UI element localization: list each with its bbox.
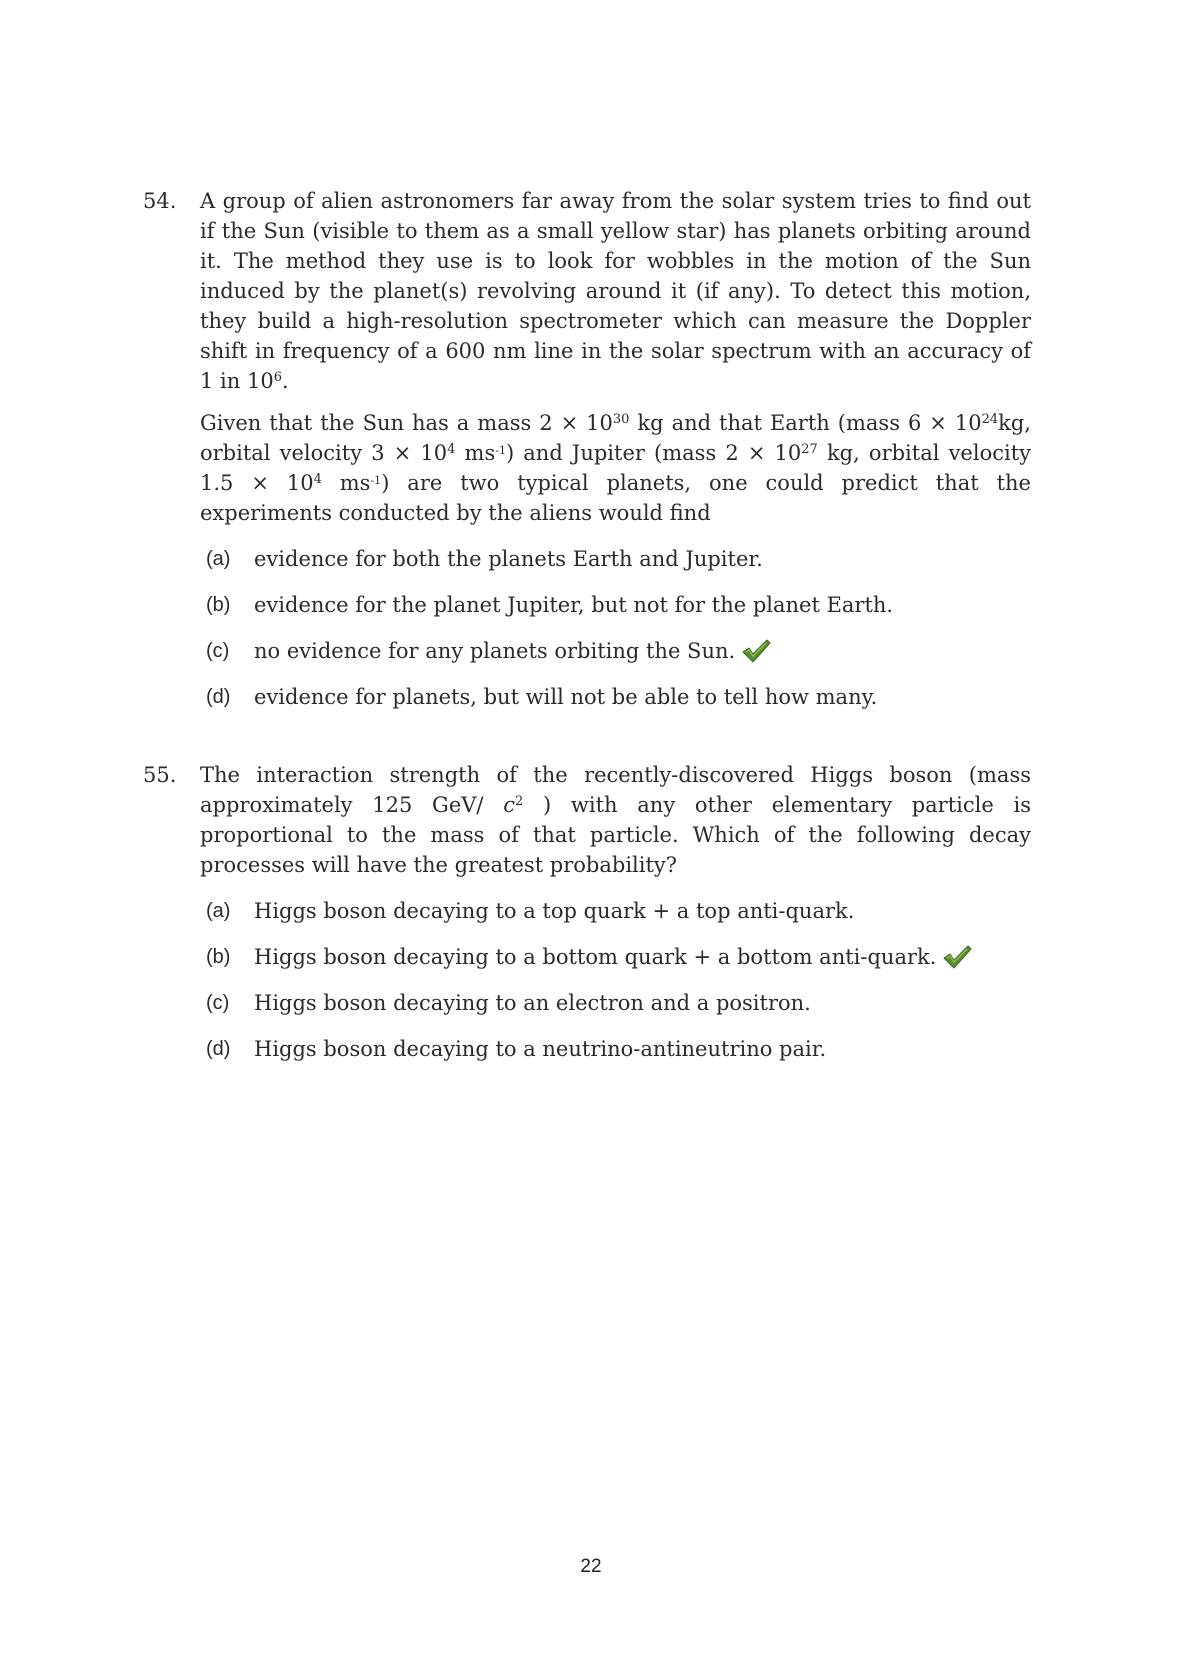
options-list	[206, 544, 1031, 712]
question-text	[200, 186, 1031, 396]
option-b[interactable]	[206, 942, 1031, 972]
exponent: 27	[801, 442, 818, 457]
option-a[interactable]	[206, 896, 1031, 926]
text-run: The interaction strength of the recently-discovered Higgs boson (mass approximately 125 GeV/	[200, 763, 1031, 817]
text-run: kg and that Earth (mass 6 × 10	[629, 411, 982, 435]
text-run: ) are two typical planets, one could predict that the experiments conducted by the aliens would find	[200, 471, 1031, 525]
question-body	[200, 760, 1031, 1064]
exponent: 6	[273, 370, 282, 385]
option-label: (a)	[206, 900, 231, 922]
exponent: 4	[447, 442, 456, 457]
option-text: Higgs boson decaying to a bottom quark + a bottom anti-quark.	[254, 945, 937, 969]
option-text: evidence for planets, but will not be able to tell how many.	[254, 685, 878, 709]
exponent: 24	[981, 412, 999, 427]
options-list	[206, 896, 1031, 1064]
exponent: 4	[313, 472, 322, 487]
text-run: ms	[321, 471, 371, 495]
question-number: 54.	[143, 189, 177, 213]
option-c[interactable]	[206, 636, 1031, 666]
checkmark-icon	[741, 638, 771, 664]
option-label: (b)	[206, 594, 231, 616]
option-a[interactable]	[206, 544, 1031, 574]
option-text: Higgs boson decaying to a top quark + a top anti-quark.	[254, 899, 855, 923]
text-run: kg, orbital velocity 1.5 × 10	[200, 441, 1031, 495]
option-text: Higgs boson decaying to an electron and a positron.	[254, 991, 811, 1015]
option-text: evidence for the planet Jupiter, but not for the planet Earth.	[254, 593, 894, 617]
question-text	[200, 760, 1031, 880]
text-run: A group of alien astronomers far away from the solar system tries to find out if the Sun (visible to them as a small yellow star) has planets orbiting around it. The method they use is to look for wobbles in the motion of the Sun induced by the planet(s) revolving around it (if any). To detect this motion, they build a high-resolution spectrometer which can measure the Doppler shift in frequency of a 600 nm line in the solar spectrum with an accuracy of 1 in 10	[200, 189, 1031, 393]
question-54	[143, 186, 1031, 728]
text-run: Given that the Sun has a mass 2 × 10	[200, 411, 613, 435]
option-b[interactable]	[206, 590, 1031, 620]
option-label: (b)	[206, 946, 231, 968]
option-text: no evidence for any planets orbiting the Sun.	[254, 639, 736, 663]
exponent: -1	[370, 474, 382, 487]
option-label: (c)	[206, 640, 230, 662]
option-label: (a)	[206, 548, 231, 570]
text-run: ms	[455, 441, 496, 465]
option-text: evidence for both the planets Earth and Jupiter.	[254, 547, 763, 571]
option-d[interactable]	[206, 1034, 1031, 1064]
option-label: (d)	[206, 686, 231, 708]
option-label: (d)	[206, 1038, 231, 1060]
exponent: 2	[514, 794, 524, 809]
checkmark-icon	[942, 944, 972, 970]
text-run: ) with any other elementary particle is proportional to the mass of that particle. Which of the following decay processes will have the greatest probability?	[200, 793, 1031, 877]
option-text: Higgs boson decaying to a neutrino-antineutrino pair.	[254, 1037, 827, 1061]
text-run: .	[281, 369, 289, 393]
text-run: ) and Jupiter (mass 2 × 10	[505, 441, 802, 465]
option-c[interactable]	[206, 988, 1031, 1018]
exponent: -1	[495, 444, 506, 457]
speed-of-light-symbol: c	[503, 793, 515, 817]
option-d[interactable]	[206, 682, 1031, 712]
question-text-given	[200, 408, 1031, 528]
option-label: (c)	[206, 992, 230, 1014]
question-body	[200, 186, 1031, 712]
text-run: kg, orbital velocity 3 × 10	[200, 411, 1031, 465]
question-55	[143, 760, 1031, 1080]
exponent: 30	[612, 412, 630, 427]
page-number: 22	[580, 1556, 602, 1577]
question-number: 55.	[143, 763, 177, 787]
